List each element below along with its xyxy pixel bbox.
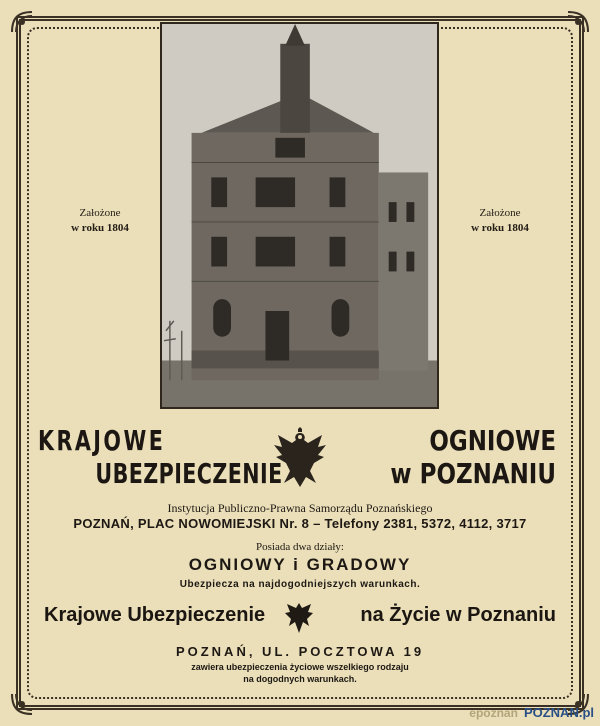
founded-year: w roku 1804 (71, 222, 129, 234)
institution-text: Instytucja Publiczno-Prawna Samorządu Poznańskiego (167, 501, 433, 515)
title-right (374, 424, 556, 490)
corner-ornament-icon (564, 8, 592, 36)
corner-ornament-icon (8, 8, 36, 36)
founded-label: Założone (479, 207, 521, 219)
life-insurance-heading (44, 600, 556, 636)
eagle-emblem-icon (270, 427, 330, 491)
title-ubezpieczenie: UBEZPIECZENIE (95, 457, 283, 490)
watermark-text: POZNAN.pl (523, 705, 594, 720)
founded-year: w roku 1804 (471, 222, 529, 234)
title-krajowe: KRAJOWE (38, 424, 166, 457)
departments-text: OGNIOWY i GRADOWY (188, 555, 412, 574)
site-watermark (469, 705, 594, 720)
life-heading-right: na Życie w Poznaniu (360, 604, 556, 626)
departments-note: Ubezpiecza na najdogodniejszych warunkach. (179, 579, 421, 590)
founded-note-left (46, 206, 154, 236)
title-left (38, 424, 283, 490)
life-note-line2: na dogodnych warunkach. (243, 674, 357, 684)
life-heading-left: Krajowe Ubezpieczenie (44, 604, 266, 626)
watermark-logo: epoznan (469, 706, 518, 720)
title-ogniowe: OGNIOWE (429, 424, 556, 457)
address-text: POZNAŃ, PLAC NOWOMIEJSKI Nr. 8 – Telefony 2381, 5372, 4112, 3717 (73, 516, 527, 531)
eagle-small-icon (282, 600, 316, 636)
life-address: POZNAŃ, UL. POCZTOWA 19 (175, 644, 425, 659)
founded-label: Założone (79, 207, 121, 219)
life-note-line1: zawiera ubezpieczenia życiowe wszelkiego rodzaju (191, 662, 409, 672)
founded-note-right (446, 206, 554, 236)
corner-ornament-icon (8, 690, 36, 718)
departments-intro: Posiada dwa działy: (256, 541, 344, 553)
building-photo (160, 22, 439, 409)
title-w-poznaniu: w POZNANIU (390, 457, 556, 490)
